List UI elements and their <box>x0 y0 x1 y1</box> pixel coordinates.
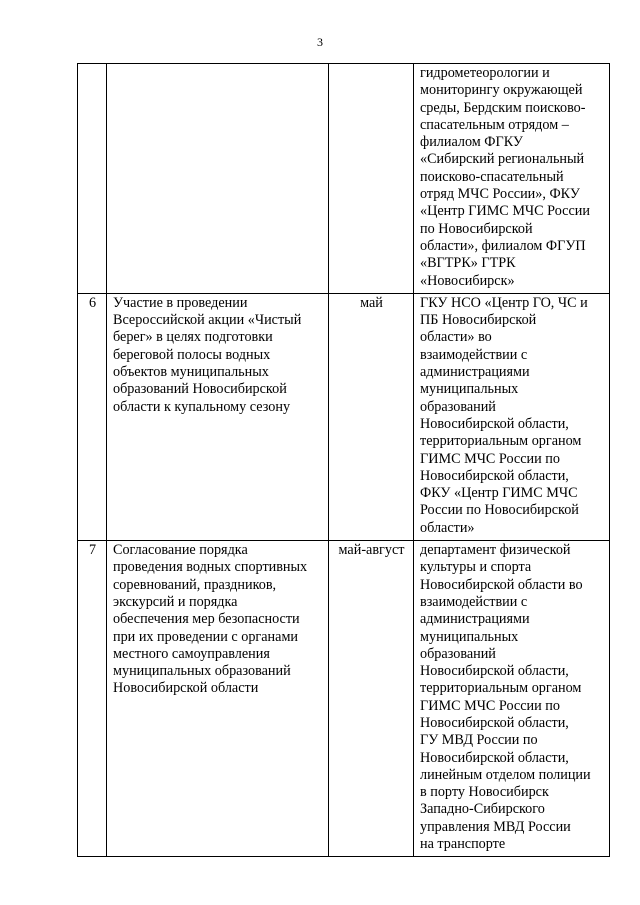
responsible-line: «Новосибирск» <box>420 272 515 289</box>
table-row <box>78 541 610 857</box>
responsible-line: Новосибирской области, <box>420 467 569 484</box>
responsible-cell <box>414 64 610 294</box>
responsible-line: «ВГТРК» ГТРК <box>420 255 516 272</box>
activities-table <box>77 63 610 857</box>
responsible-line: области» во <box>420 329 492 346</box>
event-line: обеспечения мер безопасности <box>113 611 300 628</box>
responsible-line: ГИМС МЧС России по <box>420 697 560 714</box>
responsible-line: «Центр ГИМС МЧС России <box>420 203 590 220</box>
event-line: береговой полосы водных <box>113 346 271 363</box>
event-line: проведения водных спортивных <box>113 559 308 576</box>
responsible-line: взаимодействии с <box>420 346 528 363</box>
date-cell <box>329 64 414 294</box>
table-row <box>78 64 610 294</box>
event-line: Новосибирской области <box>113 680 259 697</box>
responsible-line: Новосибирской области, <box>420 749 569 766</box>
responsible-line: образований <box>420 645 496 662</box>
event-line: соревнований, праздников, <box>113 576 277 593</box>
responsible-line: на транспорте <box>420 836 506 853</box>
row-number-cell: 6 <box>78 293 107 540</box>
responsible-line: ФКУ «Центр ГИМС МЧС <box>420 485 578 502</box>
event-line: при их проведении с органами <box>113 628 299 645</box>
event-line: образований Новосибирской <box>113 381 287 398</box>
responsible-line: ГИМС МЧС России по <box>420 450 560 467</box>
responsible-line: поисково-спасательный <box>420 168 564 185</box>
responsible-line: образований <box>420 398 496 415</box>
responsible-line: территориальным органом <box>420 433 582 450</box>
responsible-line: «Сибирский региональный <box>420 151 585 168</box>
responsible-line: в порту Новосибирск <box>420 784 549 801</box>
responsible-line: администрациями <box>420 364 530 381</box>
responsible-cell <box>414 541 610 857</box>
event-line: муниципальных образований <box>113 663 291 680</box>
responsible-line: департамент физической <box>420 542 571 559</box>
responsible-line: Новосибирской области, <box>420 415 569 432</box>
row-number-cell: 7 <box>78 541 107 857</box>
responsible-line: администрациями <box>420 611 530 628</box>
responsible-line: области» <box>420 519 475 536</box>
event-cell <box>107 541 329 857</box>
responsible-line: культуры и спорта <box>420 559 532 576</box>
event-line: области к купальному сезону <box>113 398 291 415</box>
responsible-line: муниципальных <box>420 381 519 398</box>
date-cell: май <box>329 293 414 540</box>
responsible-line: Новосибирской области во <box>420 576 583 593</box>
responsible-line: взаимодействии с <box>420 593 528 610</box>
event-cell <box>107 64 329 294</box>
date-cell: май-август <box>329 541 414 857</box>
responsible-line: Новосибирской области, <box>420 663 569 680</box>
responsible-line: мониторингу окружающей <box>420 82 583 99</box>
event-line: Всероссийской акции «Чистый <box>113 312 302 329</box>
responsible-line: управления МВД России <box>420 818 571 835</box>
table-row <box>78 293 610 540</box>
responsible-line: России по Новосибирской <box>420 502 579 519</box>
event-line: Участие в проведении <box>113 294 248 311</box>
responsible-line: ГКУ НСО «Центр ГО, ЧС и <box>420 294 588 311</box>
responsible-cell <box>414 293 610 540</box>
responsible-line: области», филиалом ФГУП <box>420 237 586 254</box>
responsible-line: ПБ Новосибирской <box>420 312 537 329</box>
responsible-line: среды, Бердским поисково- <box>420 99 586 116</box>
event-line: экскурсий и порядка <box>113 593 238 610</box>
responsible-line: гидрометеорологии и <box>420 65 550 81</box>
responsible-line: ГУ МВД России по <box>420 732 538 749</box>
responsible-line: по Новосибирской <box>420 220 533 237</box>
page-number: 3 <box>317 35 323 49</box>
responsible-line: филиалом ФГКУ <box>420 134 523 151</box>
responsible-line: Новосибирской области, <box>420 714 569 731</box>
responsible-line: Западно-Сибирского <box>420 801 545 818</box>
event-line: берег» в целях подготовки <box>113 329 273 346</box>
responsible-line: муниципальных <box>420 628 519 645</box>
responsible-line: спасательным отрядом – <box>420 116 569 133</box>
event-cell <box>107 293 329 540</box>
event-line: местного самоуправления <box>113 645 270 662</box>
event-line: Согласование порядка <box>113 542 248 559</box>
row-number-cell <box>78 64 107 294</box>
event-line: объектов муниципальных <box>113 364 269 381</box>
responsible-line: территориальным органом <box>420 680 582 697</box>
responsible-line: линейным отделом полиции <box>420 766 591 783</box>
responsible-line: отряд МЧС России», ФКУ <box>420 186 580 203</box>
